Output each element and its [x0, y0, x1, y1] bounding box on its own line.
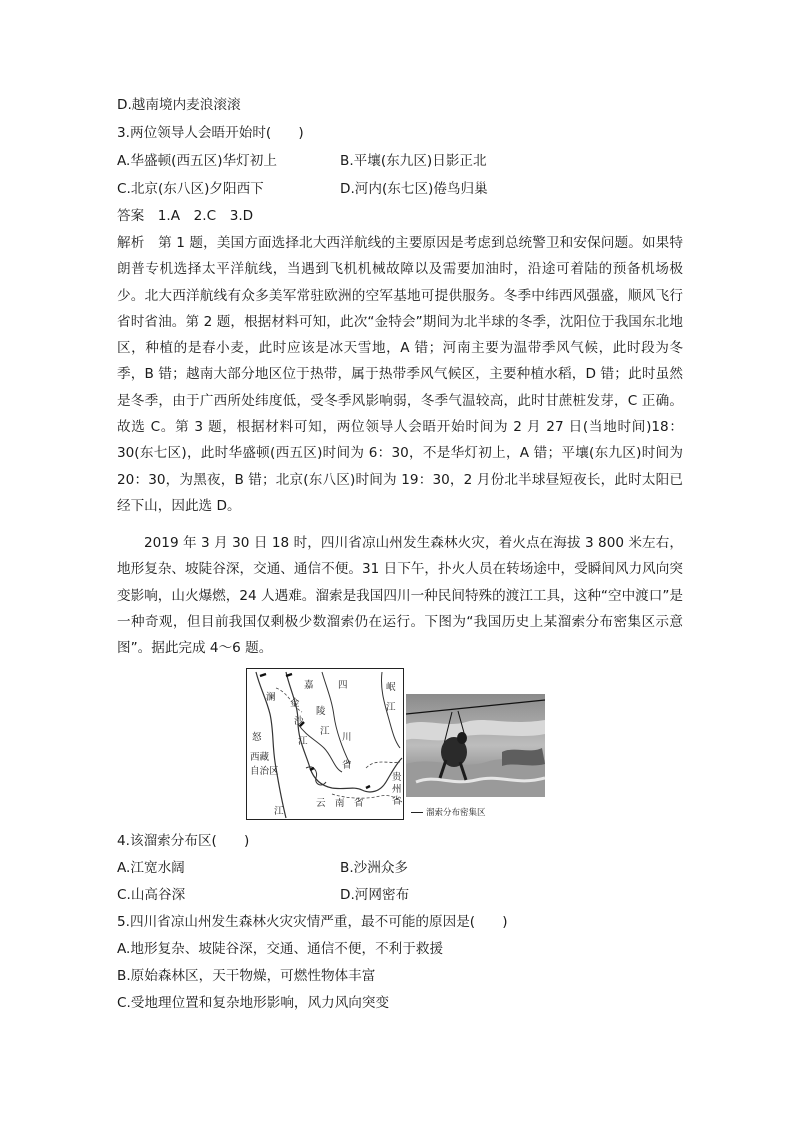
map-label-si: 四 — [338, 680, 348, 691]
q4-option-d: D.河网密布 — [340, 887, 410, 903]
map-label-sichuan-sheng: 省 — [342, 760, 352, 771]
q3-option-d: D.河内(东七区)倦鸟归巢 — [340, 181, 488, 197]
map-label-min: 岷 — [386, 682, 396, 693]
legend-label: 溜索分布密集区 — [426, 808, 486, 818]
map-label-lan: 澜 — [266, 692, 276, 703]
map-label-jiang-jinsha: 江 — [298, 736, 308, 747]
map-label-jin: 金 — [290, 698, 300, 709]
q4-option-c: C.山高谷深 — [117, 887, 186, 903]
map-label-ling: 陵 — [316, 706, 326, 717]
q3-option-a: A.华盛顿(西五区)华灯初上 — [117, 153, 277, 169]
q2-option-d: D.越南境内麦浪滚滚 — [117, 97, 241, 113]
map-label-yunnan: 云 南 省 — [316, 798, 364, 809]
question-4-stem: 4.该溜索分布区( ) — [117, 833, 250, 849]
q5-option-c: C.受地理位置和复杂地形影响，风力风向突变 — [117, 995, 390, 1011]
zipline-distribution-map — [246, 668, 404, 820]
map-legend — [411, 806, 486, 818]
reading-passage: 2019 年 3 月 30 日 18 时，四川省凉山州发生森林火灾，着火点在海拔 3 800 米左右，地形复杂、坡陡谷深，交通、通信不便。31 日下午，扑火人员在转场途中，受瞬间风力风向突变影响，山火爆燃，24 人遇难。溜索是我国四川一种民间特殊的渡江工具，这种“空中渡口”是一种奇观，但目前我国仅剩极少数溜索仍在运行。下图为“我国历史上某溜索分布密集区示意图”。据此完成 4～6 题。 — [117, 535, 683, 657]
map-label-minjiang: 江 — [386, 702, 396, 713]
answer-key: 答案 1.A 2.C 3.D — [117, 208, 254, 224]
q3-option-b: B.平壤(东九区)日影正北 — [340, 153, 487, 169]
q3-option-c: C.北京(东八区)夕阳西下 — [117, 181, 264, 197]
figure — [246, 668, 546, 828]
map-label-guizhou-sheng: 省 — [392, 796, 402, 807]
zipline-crossing-photo — [406, 694, 545, 797]
map-label-jiang-left: 江 — [274, 806, 284, 817]
legend-line-icon — [411, 812, 423, 813]
q4-option-b: B.沙洲众多 — [340, 860, 409, 876]
map-label-xizang: 西藏 — [250, 752, 270, 763]
map-label-nu: 怒 — [252, 732, 262, 743]
q5-option-a: A.地形复杂、坡陡谷深，交通、通信不便，不利于救援 — [117, 941, 444, 957]
map-label-jiang-jialing: 江 — [320, 726, 330, 737]
q4-option-a: A.江宽水阔 — [117, 860, 185, 876]
question-5-stem: 5.四川省凉山州发生森林火灾灾情严重，最不可能的原因是( ) — [117, 914, 508, 930]
map-label-jia: 嘉 — [304, 680, 314, 691]
question-3-stem: 3.两位领导人会晤开始时( ) — [117, 125, 304, 141]
map-label-gui: 贵 — [392, 772, 402, 783]
analysis-paragraph: 解析 第 1 题，美国方面选择北大西洋航线的主要原因是考虑到总统警卫和安保问题。如果特朗普专机选择太平洋航线，当遇到飞机机械故障以及需要加油时，沿途可着陆的预备机场极少。北大西洋航线有众多美军常驻欧洲的空军基地可提供服务。冬季中纬西风强盛，顺风飞行省时省油。第 2 题，根据材料可知，此次“金特会”期间为北半球的冬季，沈阳位于我国东北地区，种植的是春小麦，此时应该是冰天雪地，A 错；河南主要为温带季风气候，此时段为冬季，B 错；越南大部分地区位于热带，属于热带季风气候区，主要种植水稻，D 错；此时虽然是冬季，由于广西所处纬度低，受冬季风影响弱，冬季气温较高，此时甘蔗桩发芽，C 正确。故选 C。第 3 题，根据材料可知，两位领导人会晤开始时间为 2 月 27 日(当地时间)18：30(东七区)，此时华盛顿(西五区)时间为 6：30，不是华灯初上，A 错；平壤(东九区)时间为 20：30，为黑夜，B 错；北京(东八区)时间为 19：30，2 月份北半球昼短夜长，此时太阳已经下山，因此选 D。 — [117, 235, 683, 514]
map-label-chuan: 川 — [342, 732, 352, 743]
map-label-zizhiqu: 自治区 — [250, 766, 279, 777]
map-label-zhou: 州 — [392, 784, 402, 795]
map-label-sha: 沙 — [294, 716, 304, 727]
q5-option-b: B.原始森林区，天干物燥，可燃性物体丰富 — [117, 968, 376, 984]
